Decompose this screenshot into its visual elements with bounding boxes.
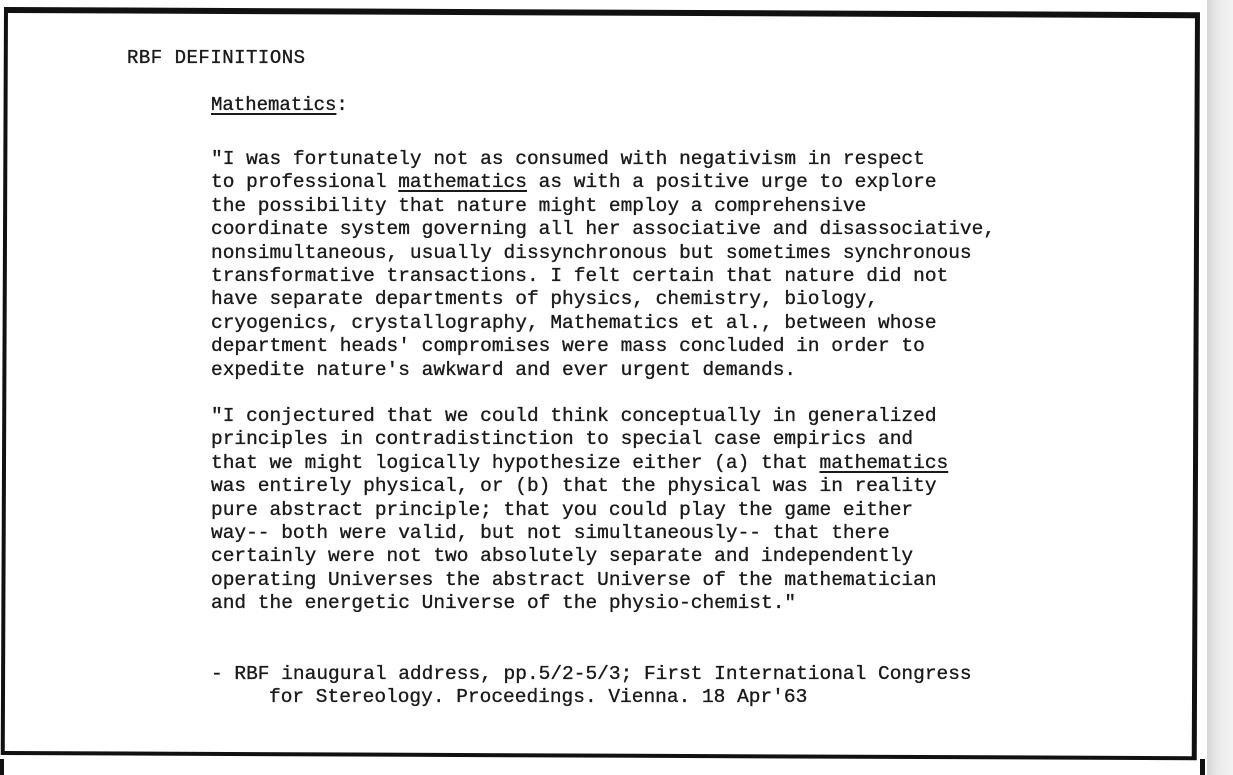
text-fragment: to professional (211, 171, 399, 194)
text-line: was entirely physical, or (b) that the physical was in reality (211, 475, 937, 498)
quote-paragraph-2 (211, 405, 948, 616)
term-label: Mathematics (211, 94, 337, 116)
index-card (1, 7, 1200, 760)
text-line: and the energetic Universe of the physio-chemist." (211, 592, 797, 615)
text-line: expedite nature's awkward and ever urgent demands. (211, 358, 797, 381)
text-line: way-- both were valid, but not simultaneously-- that there (211, 521, 890, 544)
text-line: coordinate system governing all her associative and disassociative, (211, 218, 996, 241)
text-line: have separate departments of physics, chemistry, biology, (211, 288, 879, 311)
text-line: operating Universes the abstract Universe of the mathematician (211, 568, 937, 591)
term-colon: : (336, 94, 348, 116)
text-fragment: as with a positive urge to explore (526, 171, 937, 194)
text-line: "I conjectured that we could think conceptually in generalized (211, 405, 937, 427)
underlined-term: mathematics (398, 171, 527, 194)
term-heading (211, 94, 348, 116)
text-line: certainly were not two absolutely separate and independently (211, 545, 914, 568)
source-citation (211, 663, 972, 709)
text-line: department heads' compromises were mass concluded in order to (211, 335, 925, 358)
text-fragment: that we might logically hypothesize either (a) that (211, 451, 820, 474)
text-line: nonsimultaneous, usually dissynchronous but sometimes synchronous (211, 241, 972, 264)
text-line: cryogenics, crystallography, Mathematics et al., between whose (211, 311, 937, 334)
text-line: the possibility that nature might employ a comprehensive (211, 194, 867, 217)
citation-line: - RBF inaugural address, pp.5/2-5/3; First International Congress (211, 663, 972, 685)
quote-paragraph-1 (211, 148, 995, 382)
underlined-term: mathematics (819, 451, 949, 474)
text-line: transformative transactions. I felt certain that nature did not (211, 264, 949, 287)
citation-line: for Stereology. Proceedings. Vienna. 18 Apr'63 (269, 686, 808, 708)
page-heading: RBF DEFINITIONS (127, 47, 306, 69)
text-line: pure abstract principle; that you could play the game either (211, 498, 914, 521)
text-line (211, 171, 995, 194)
next-card-edge (0, 759, 1205, 775)
text-line: "I was fortunately not as consumed with negativism in respect (211, 148, 925, 170)
text-line (211, 452, 948, 475)
page-edge-shadow (1207, 0, 1233, 775)
text-line: principles in contradistinction to special case empirics and (211, 428, 914, 451)
